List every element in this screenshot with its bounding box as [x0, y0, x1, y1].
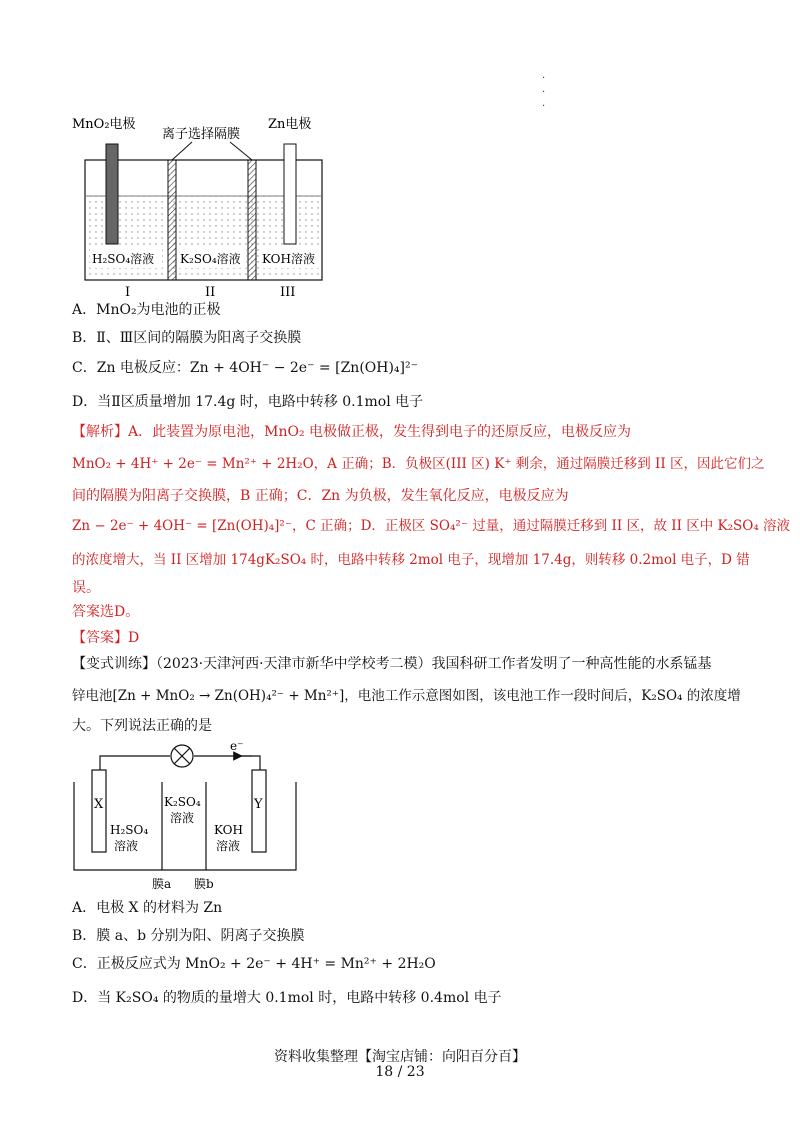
variant-line-2: 锌电池[Zn + MnO₂ → Zn(OH)₄²⁻ + Mn²⁺]，电池工作示意图如图，该电池工作一段时间后，K₂SO₄ 的浓度增 — [72, 688, 741, 704]
figure-cell-1 — [70, 110, 340, 300]
solution-k2so4-suffix: 溶液 — [170, 811, 195, 825]
solution-h2so4: H₂SO₄溶液 — [92, 252, 155, 266]
label-zn-electrode: Zn电极 — [268, 117, 312, 132]
zone-2-label: II — [205, 285, 216, 300]
solution-k2so4: K₂SO₄ — [164, 795, 201, 809]
label-membrane: 离子选择隔膜 — [162, 127, 241, 142]
q1-option-a: A．MnO₂为电池的正极 — [72, 302, 221, 318]
q2-option-d: D．当 K₂SO₄ 的物质的量增大 0.1mol 时，电路中转移 0.4mol 电子 — [72, 990, 502, 1006]
mno2-electrode — [106, 144, 118, 244]
label-mno2-electrode: MnO₂电极 — [72, 117, 136, 132]
q1-option-d: D．当Ⅱ区质量增加 17.4g 时，电路中转移 0.1mol 电子 — [72, 394, 424, 410]
q2-option-c: C．正极反应式为 MnO₂ + 2e⁻ + 4H⁺ = Mn²⁺ + 2H₂O — [72, 956, 436, 972]
decorative-dots: · · · — [542, 73, 546, 112]
membrane-left — [168, 160, 176, 280]
analysis-line-5: 的浓度增大，当 II 区增加 174gK₂SO₄ 时，电路中转移 2mol 电子，现增加 17.4g，则转移 0.2mol 电子，D 错 — [72, 552, 750, 568]
electrode-x-label: X — [94, 797, 104, 812]
q2-option-b: B．膜 a、b 分别为阳、阴离子交换膜 — [72, 928, 305, 944]
variant-line-3: 大。下列说法正确的是 — [72, 718, 212, 734]
analysis-line-3: 间的隔膜为阳离子交换膜，B 正确；C．Zn 为负极，发生氧化反应，电极反应为 — [72, 488, 569, 504]
electrode-y-label: Y — [254, 797, 263, 812]
figure-cell-2 — [70, 736, 310, 896]
solution-koh-suffix: 溶液 — [216, 839, 241, 853]
solution-k2so4: K₂SO₄溶液 — [180, 252, 241, 266]
footer-source: 资料收集整理【淘宝店铺：向阳百分百】 — [274, 1049, 526, 1065]
zone-1-label: I — [125, 285, 131, 300]
page-number: 18 / 23 — [375, 1064, 425, 1080]
electron-label: e⁻ — [230, 739, 244, 753]
analysis-line-2: MnO₂ + 4H⁺ + 2e⁻ = Mn²⁺ + 2H₂O，A 正确；B．负极区(III 区) K⁺ 剩余，通过隔膜迁移到 II 区，因此它们之 — [72, 456, 765, 472]
analysis-line-4: Zn − 2e⁻ + 4OH⁻ = [Zn(OH)₄]²⁻，C 正确；D．正极区 SO₄²⁻ 过量，通过隔膜迁移到 II 区，故 II 区中 K₂SO₄ 溶液 — [72, 518, 791, 534]
zone-3-label: III — [280, 285, 296, 300]
answer-label: 【答案】D — [72, 630, 140, 646]
analysis-answer-choice: 答案选D。 — [72, 604, 140, 620]
solution-koh: KOH溶液 — [262, 252, 315, 266]
membrane-right — [248, 160, 256, 280]
q1-option-c: C．Zn 电极反应：Zn + 4OH⁻ − 2e⁻ = [Zn(OH)₄]²⁻ — [72, 360, 419, 376]
solution-h2so4: H₂SO₄ — [110, 823, 149, 837]
analysis-line-6: 误。 — [72, 580, 100, 596]
membrane-a-label: 膜a — [152, 877, 172, 891]
q2-option-a: A．电极 X 的材料为 Zn — [72, 900, 223, 916]
solution-koh: KOH — [214, 823, 243, 837]
analysis-line-1: 【解析】A．此装置为原电池，MnO₂ 电极做正极，发生得到电子的还原反应，电极反应为 — [72, 424, 631, 440]
solution-h2so4-suffix: 溶液 — [114, 839, 139, 853]
membrane-b-label: 膜b — [194, 877, 214, 891]
variant-line-1: 【变式训练】（2023·天津河西·天津市新华中学校考二模）我国科研工作者发明了一种高性能的水系锰基 — [72, 656, 712, 672]
q1-option-b: B．Ⅱ、Ⅲ区间的隔膜为阳离子交换膜 — [72, 330, 302, 346]
zn-electrode — [284, 144, 296, 244]
